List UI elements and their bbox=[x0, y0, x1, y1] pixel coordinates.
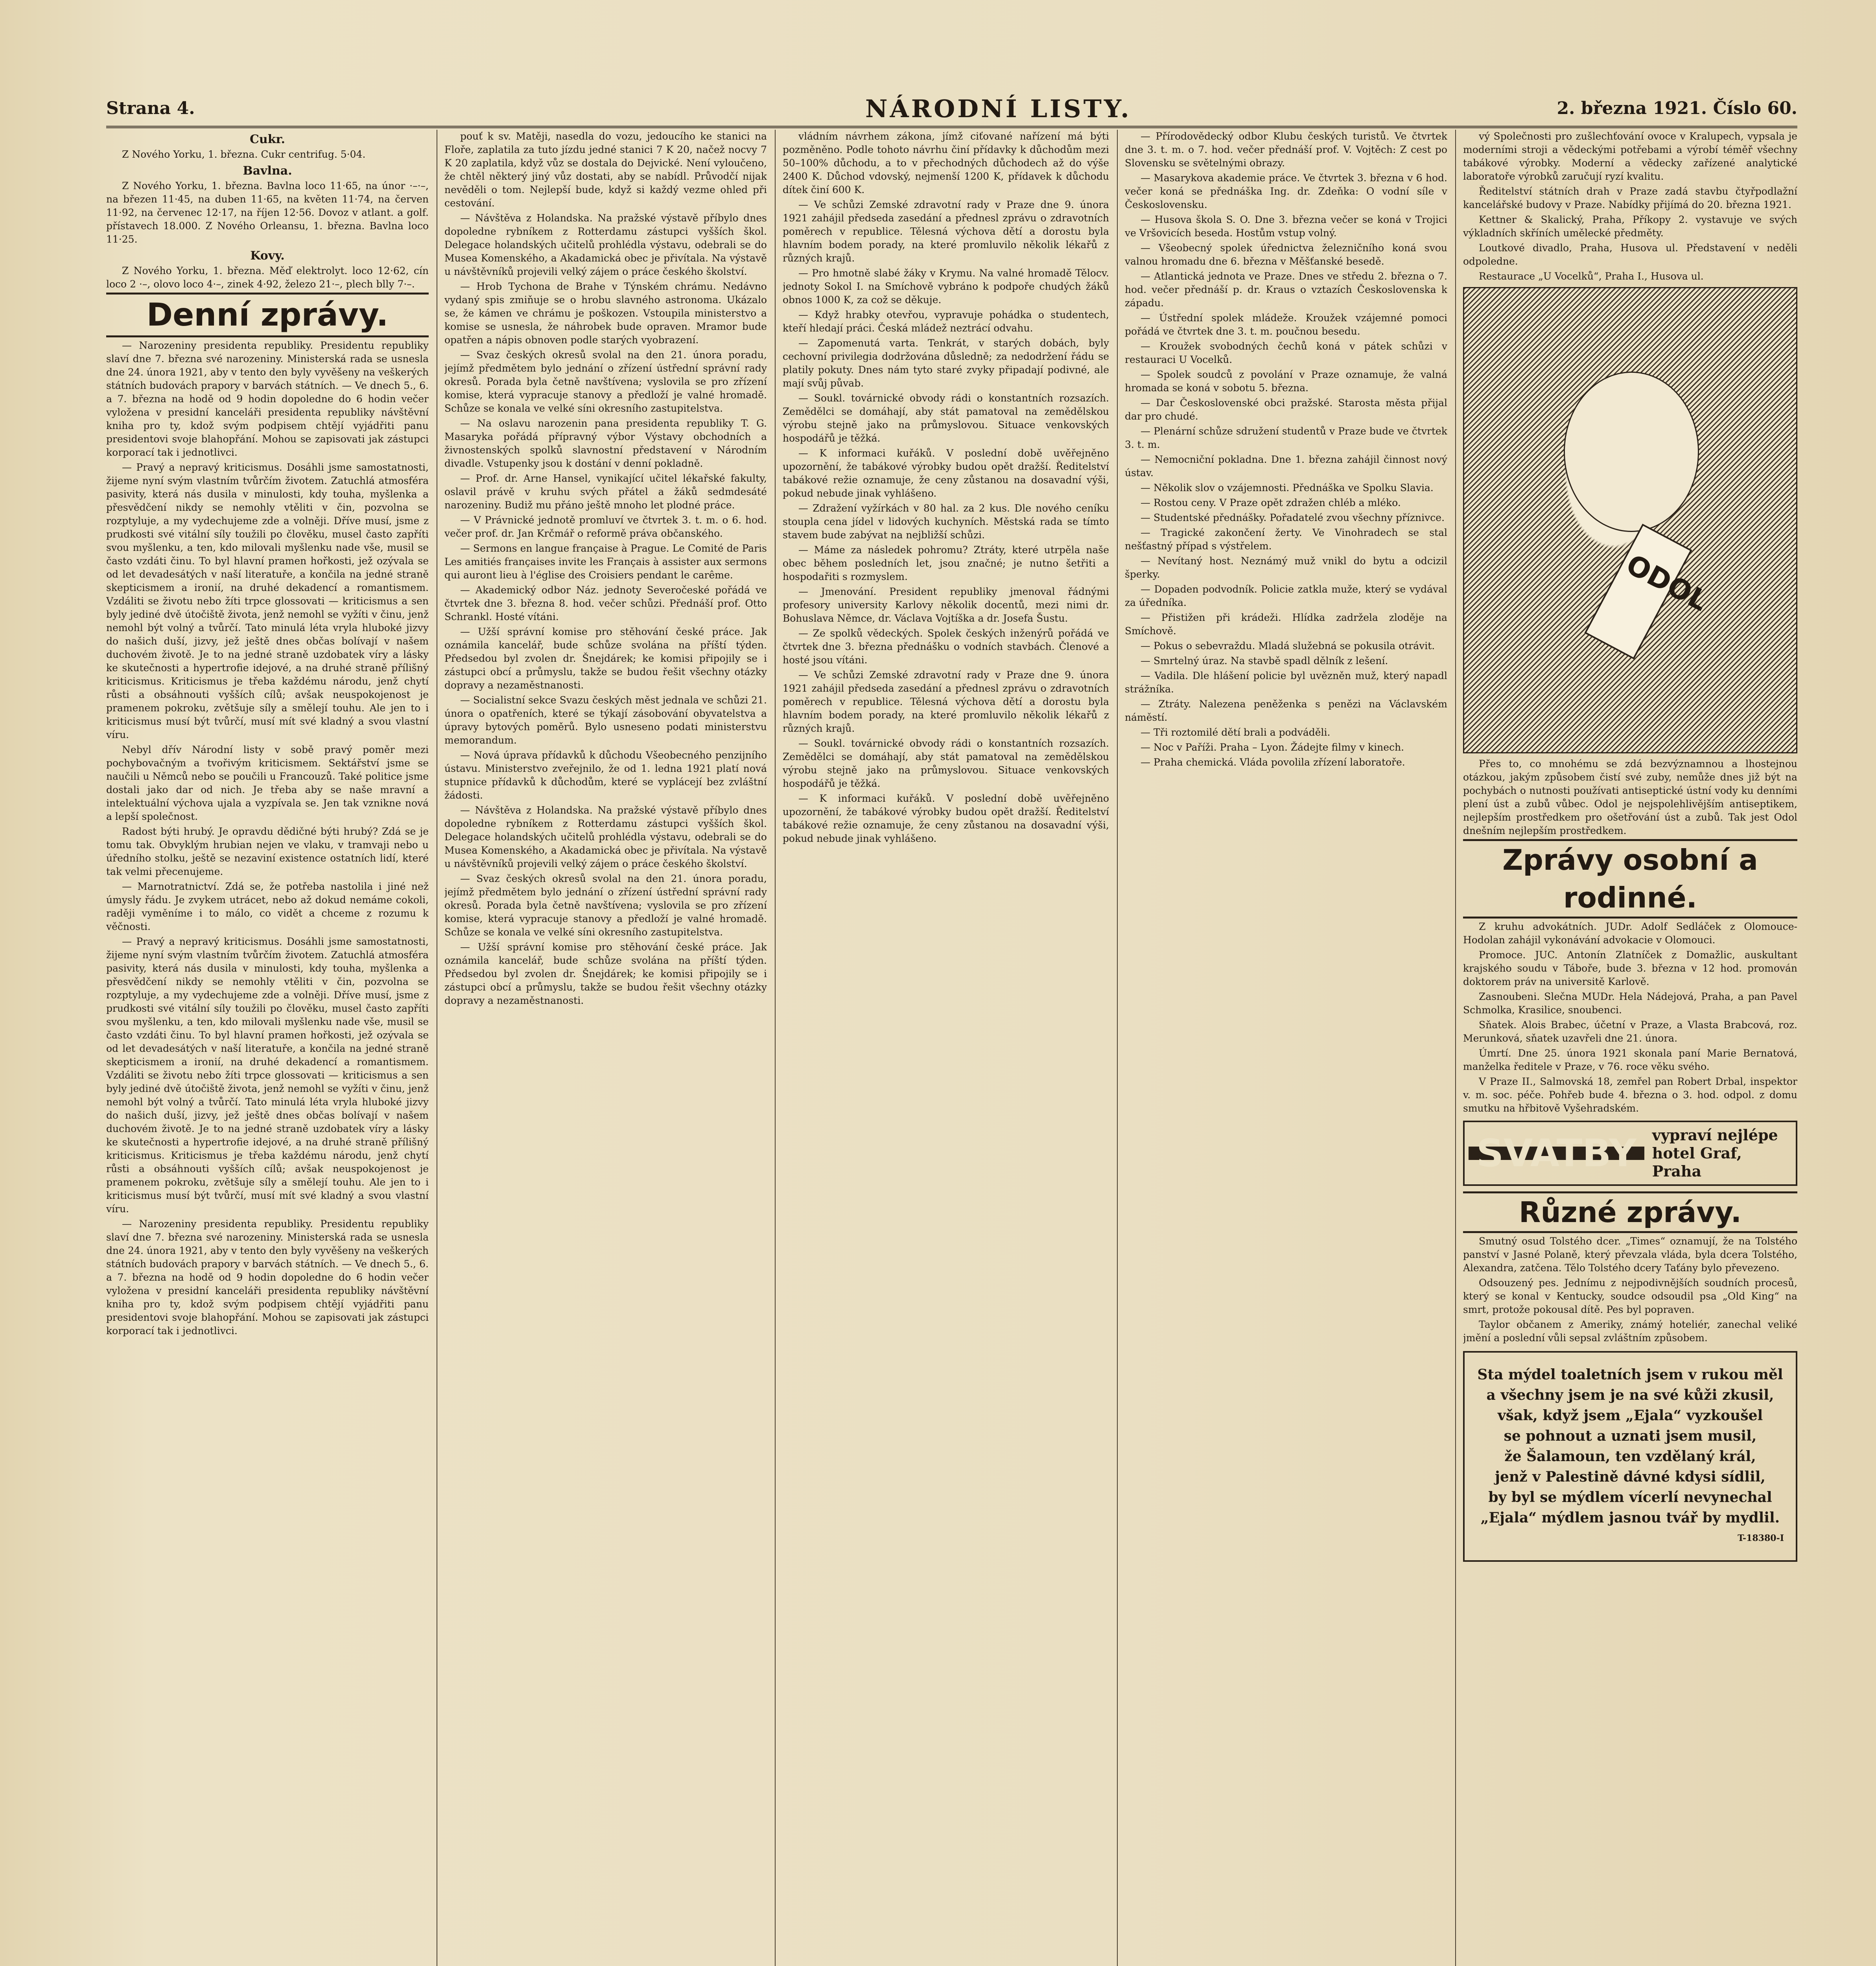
ejala-soap-advertisement bbox=[1463, 1351, 1797, 1562]
odol-ad-text: Přes to, co mnohému se zdá bezvýznamnou a lhostejnou otázkou, jakým způsobem čistí své zuby, nemůže dnes již být na pochybách o nutnosti používati antiseptické ústní vody ku denními plení úst a zubů vůbec. Odol je nejspolehlivějším antiseptikem, nejlepším prostředkem pro ošetřování úst a zubů. Tak jest Odol dnešním nejlepším prostředkem. bbox=[1463, 758, 1797, 836]
article: — Máme za následek pohromu? Ztráty, které utrpěla naše obec během posledních let, jsou značné; je nutno šetřiti a hospodařiti s rozmyslem. bbox=[783, 544, 1109, 582]
column-1 bbox=[106, 130, 429, 1966]
article: vládním návrhem zákona, jímž ciťované nařízení má býti pozměněno. Podle tohoto návrhu činí přídavky k důchodům mezi 50–100% důchodu, a to v přechodných důchodech až do výše 2400 K. Důchod vdovský, nejmenší 1200 K, přídavek k důchodu dítek činí 600 K. bbox=[783, 131, 1109, 195]
ejala-line: však, když jsem „Ejala“ vyzkoušel bbox=[1497, 1407, 1763, 1424]
article: — Svaz českých okresů svolal na den 21. února poradu, jejímž předmětem bylo jednání o zřízení ústřední správní rady okresů. Porada byla četně navštívena; vyslovila se pro zřízení komise, která vypracuje stanovy a předloží je valné hromadě. Schůze se konala ve velké síni okresního zastupitelstva. bbox=[444, 349, 767, 414]
section-title-personal: Zprávy osobní a rodinné. bbox=[1463, 839, 1797, 919]
article: — Masarykova akademie práce. Ve čtvrtek 3. března v 6 hod. večer koná se přednáška Ing. dr. Zdeňka: O vodní síle v Československu. bbox=[1125, 172, 1447, 210]
ejala-line: se pohnout a uznati jsem musil, bbox=[1504, 1428, 1757, 1444]
personal-notice: Promoce. JUC. Antonín Zlatníček z Domažlic, auskultant krajského soudu v Táboře, bude 3. března v 12 hod. promován doktorem práv na universitě Karlově. bbox=[1463, 949, 1797, 987]
market-text: Z Nového Yorku, 1. března. Měď elektrolyt. loco 12·62, cín loco 2 ·–, olovo loco 4·–, zinek 4·92, železo 21·–, plech blly 7·–. bbox=[106, 265, 429, 290]
column-rule bbox=[1117, 130, 1118, 1966]
article: — Návštěva z Holandska. Na pražské výstavě příbylo dnes dopoledne rybníkem z Rotterdamu zástupci vyšších škol. Delegace holandských učitelů prohlédla výstavu, odebrali se do Musea Komenského, a Akadamická obec je přivítala. Na výstavě u návštěvníků projevili velký zájem o práce českého školství. bbox=[444, 804, 767, 869]
article: — Všeobecný spolek úřednictva železničního koná svou valnou hromadu dne 6. března v Měšťanské besedě. bbox=[1125, 242, 1447, 267]
various-news: Odsouzený pes. Jednímu z nejpodivnějších soudních procesů, který se konal v Kentucky, soudce odsoudil psa „Old King“ na smrt, protože pokousal dítě. Pes byl popraven. bbox=[1463, 1277, 1797, 1315]
section-title-various: Různé zprávy. bbox=[1463, 1191, 1797, 1233]
article: — Pravý a nepravý kriticismus. Dosáhli jsme samostatnosti, žijeme nyní svým vlastním tvůrčím životem. Zatuchlá atmosféra pasivity, která nás dusila v minulosti, kdy touha, myšlenka a přesvědčení nikdy se nemohly vtěliti v čin, pozvolna se rozptyluje, a my vydechujeme zde a volněji. Dříve musí, jsme z prudkosti své vitální síly toužili po člověku, musel často zapříti svou myšlenku, a ten, kdo milovali myšlenku nade vše, musil se často vzdáti činu. To byl hlavní pramen hořkosti, jež ozývala se od let devadesátých v naší literatuře, a končila na jedné straně skepticismem a ironií, na druhé dekadencí a romantismem. Vzdáliti se životu nebo žíti trpce glossovati — kriticismus a sen byly jediné dvě útočiště života, jenž nemohl se vyžíti v činu, jenž nemohl být volný a tvůrčí. Tato minulá léta vryla hluboké jizvy do našich duší, jizvy, jež ještě dnes občas bolívají v našem duchovém životě. Je to na jedné straně uzdobatek víry a lásky ke skutečnosti a hypertrofie idejové, a na druhé straně přílišný kriticismus. Kriticismus je třeba každému národu, jenž chytí růsti a obsáhnouti vyšších cílů; avšak neuspokojenost je pramenem pokroku, zvětšuje síly a smělejí touhu. Ale jen to i kriticismus musí být tvůrčí, musí mít své kladný a svou vlastní víru. bbox=[106, 936, 429, 1215]
article: — K informaci kuřáků. V poslední době uvěřejněno upozornění, že tabákové výrobky budou opět dražší. Ředitelství tabákové režie oznamuje, že ceny zůstanou na dosavadní výši, pokud nebude jinak vyhlášeno. bbox=[783, 447, 1109, 499]
ejala-ref: T-18380-I bbox=[1738, 1533, 1784, 1543]
masthead bbox=[106, 94, 1797, 128]
article: — Dar Československé obci pražské. Starosta města přijal dar pro chudé. bbox=[1125, 397, 1447, 422]
article: — Pravý a nepravý kriticismus. Dosáhli jsme samostatnosti, žijeme nyní svým vlastním tvůrčím životem. Zatuchlá atmosféra pasivity, která nás dusila v minulosti, kdy touha, myšlenka a přesvědčení nikdy se nemohly vtěliti v čin, pozvolna se rozptyluje, a my vydechujeme zde a volněji. Dříve musí, jsme z prudkosti své vitální síly toužili po člověku, musel často zapříti svou myšlenku, a ten, kdo milovali myšlenku nade vše, musil se často vzdáti činu. To byl hlavní pramen hořkosti, jež ozývala se od let devadesátých v naší literatuře, a končila na jedné straně skepticismem a ironií, na druhé dekadencí a romantismem. Vzdáliti se životu nebo žíti trpce glossovati — kriticismus a sen byly jediné dvě útočiště života, jenž nemohl se vyžíti v činu, jenž nemohl být volný a tvůrčí. Tato minulá léta vryla hluboké jizvy do našich duší, jizvy, jež ještě dnes občas bolívají v našem duchovém životě. Je to na jedné straně uzdobatek víry a lásky ke skutečnosti a hypertrofie idejové, a na druhé straně přílišný kriticismus. Kriticismus je třeba každému národu, jenž chytí růsti a obsáhnouti vyšších cílů; avšak neuspokojenost je pramenem pokroku, zvětšuje síly a smělejí touhu. Ale jen to i kriticismus musí být tvůrčí, musí mít své kladný a svou vlastní víru. bbox=[106, 462, 429, 740]
article: — Akademický odbor Náz. jednoty Severočeské pořádá ve čtvrtek dne 3. března 8. hod. večer schůzi. Přednáší prof. Otto Schrankl. Hosté vítáni. bbox=[444, 584, 767, 622]
article: — Ze spolků vědeckých. Spolek českých inženýrů pořádá ve čtvrtek dne 3. března přednášku o vodních stavbách. Členové a hosté jsou vítáni. bbox=[783, 628, 1109, 666]
market-text: Z Nového Yorku, 1. března. Bavlna loco 11·65, na únor ·–·–, na březen 11·45, na duben 11·65, na květen 11·74, na červen 11·92, na červenec 12·17, na říjen 12·56. Dovoz v atlant. a golf. přístavech 18.000. Z Nového Orleansu, 1. března. Bavlna loco 11·25. bbox=[106, 180, 429, 245]
article: — Tragické zakončení žerty. Ve Vinohradech se stal nešťastný případ s výstřelem. bbox=[1125, 527, 1447, 552]
notice: Kettner & Skalický, Praha, Příkopy 2. vystavuje ve svých výkladních skříních umělecké předměty. bbox=[1463, 214, 1797, 239]
article: — Socialistní sekce Svazu českých měst jednala ve schůzi 21. února o opatřeních, které se týkají zásobování obyvatelstva a úpravy bytových poměrů. Bylo usneseno podati ministerstvu memorandum. bbox=[444, 694, 767, 746]
article: — Studentské přednášky. Pořadatelé zvou všechny příznivce. bbox=[1141, 512, 1445, 523]
portrait-face bbox=[1564, 372, 1699, 532]
article: vý Společnosti pro zušlechťování ovoce v Kralupech, vypsala je moderními stroji a vědeckými potřebami a výrobí téměř všechny tabákové výrobky. Moderní a vědecky zařízené analytické laboratoře výrobků zaručují ryzí kvalitu. bbox=[1463, 131, 1797, 182]
column-5 bbox=[1463, 130, 1797, 1966]
column-rule bbox=[1455, 130, 1456, 1966]
article: — Rostou ceny. V Praze opět zdražen chléb a mléko. bbox=[1141, 497, 1401, 508]
article: — Marnotratnictví. Zdá se, že potřeba nastolila i jiné než úmysly řádu. Je zvykem utrácet, nebo až dokud nemáme cokoli, raději vyměníme i to málo, co vidět a chceme z rozumu k věčnosti. bbox=[106, 881, 429, 932]
article: — Přírodovědecký odbor Klubu českých turistů. Ve čtvrtek dne 3. t. m. o 7. hod. večer přednáší prof. V. Vojtěch: Z cest po Slovensku se světelnými obrazy. bbox=[1125, 131, 1447, 169]
market-text: Z Nového Yorku, 1. března. Cukr centrifug. 5·04. bbox=[122, 149, 366, 160]
article: — Když hrabky otevřou, vypravuje pohádka o studentech, kteří hledají práci. Česká mládež neztrácí odvahu. bbox=[783, 309, 1109, 334]
newspaper-title: NÁRODNÍ LISTY. bbox=[865, 94, 1131, 123]
article: — Svaz českých okresů svolal na den 21. února poradu, jejímž předmětem bylo jednání o zřízení ústřední správní rady okresů. Porada byla četně navštívena; vyslovila se pro zřízení komise, která vypracuje stanovy a předloží je valné hromadě. Schůze se konala ve velké síni okresního zastupitelstva. bbox=[444, 873, 767, 938]
article: — Ústřední spolek mládeže. Kroužek vzájemné pomoci pořádá ve čtvrtek dne 3. t. m. poučnou besedu. bbox=[1125, 312, 1447, 337]
article: — Ve schůzi Zemské zdravotní rady v Praze dne 9. února 1921 zahájil předseda zasedání a přednesl zprávu o zdravotních poměrech v republice. Tělesná výchova dětí a dorostu byla hlavním bodem porady, na které promluvilo několik lékařů z různých krajů. bbox=[783, 199, 1109, 264]
odol-advertisement-illustration bbox=[1463, 287, 1797, 753]
article: — Jmenování. President republiky jmenoval řádnými profesory university Karlovy několik docentů, mezi nimi dr. Bohuslava Němce, dr. Václava Vojtíška a dr. Josefa Šustu. bbox=[783, 586, 1109, 624]
article: — Smrtelný úraz. Na stavbě spadl dělník z lešení. bbox=[1141, 655, 1388, 666]
personal-notice: Zasnoubeni. Slečna MUDr. Hela Nádejová, Praha, a pan Pavel Schmolka, Krasilice, snoubenci. bbox=[1463, 991, 1797, 1016]
article: — Prof. dr. Arne Hansel, vynikající učitel lékařské fakulty, oslavil právě v kruhu svých přátel a žáků sedmdesáté narozeniny. Budiž mu přáno ještě mnoho let plodné práce. bbox=[444, 473, 767, 511]
article: — Zdražení vyžírkách v 80 hal. za 2 kus. Dle nového ceníku stoupla cena jídel v lidových kuchyních. Městská rada se tímto stavem bude zabývat na nejbližší schůzi. bbox=[783, 503, 1109, 541]
article: — Pro hmotně slabé žáky v Krymu. Na valné hromadě Tělocv. jednoty Sokol I. na Smíchově vybráno k podpoře chudých žáků obnos 1000 K, za což se děkuje. bbox=[783, 267, 1109, 306]
page-number: Strana 4. bbox=[106, 98, 195, 118]
column-2 bbox=[444, 130, 767, 1966]
ejala-line: a všechny jsem je na své kůži zkusil, bbox=[1486, 1387, 1774, 1403]
article: — Praha chemická. Vláda povolila zřízení laboratoře. bbox=[1141, 757, 1405, 768]
article: — Zapomenutá varta. Tenkrát, v starých dobách, byly cechovní privilegia dodržována důsledně; za nedodržení řádu se platily pokuty. Dnes nám tyto staré zvyky připadají podivné, ale mají svůj půvab. bbox=[783, 337, 1109, 389]
personal-notice: Sňatek. Alois Brabec, účetní v Praze, a Vlasta Brabcová, roz. Merunková, sňatek uzavřeli dne 21. února. bbox=[1463, 1019, 1797, 1044]
article: — Plenární schůze sdružení studentů v Praze bude ve čtvrtek 3. t. m. bbox=[1125, 425, 1447, 450]
article: — Kroužek svobodných čechů koná v pátek schůzi v restauraci U Vocelků. bbox=[1125, 341, 1447, 365]
article: Nebyl dřív Národní listy v sobě pravý poměr mezi pochybovačným a tvořivým kriticismem. Sektářství jsme se naučili u Němců nebo se poučili u Francouzů. Také politice jsme dostali jako dar od nich. Je třeba aby se naše mravní a intelektuální výchova ujala a vyzpívala se. Jen tak vznikne nová a lepší společnost. bbox=[106, 744, 429, 822]
article: — Ve schůzi Zemské zdravotní rady v Praze dne 9. února 1921 zahájil předseda zasedání a přednesl zprávu o zdravotních poměrech v republice. Tělesná výchova dětí a dorostu byla hlavním bodem porady, na které promluvilo několik lékařů z různých krajů. bbox=[783, 669, 1109, 734]
column-rule bbox=[775, 130, 776, 1966]
market-heading: Kovy. bbox=[250, 249, 285, 263]
personal-notice: Z kruhu advokátních. JUDr. Adolf Sedláček z Olomouce-Hodolan zahájil vykonávání advokacie v Olomouci. bbox=[1463, 921, 1797, 946]
article: — Ztráty. Nalezena peněženka s penězi na Václavském náměstí. bbox=[1125, 698, 1447, 723]
article: — Užší správní komise pro stěhování české práce. Jak oznámila kancelář, bude schůze svolána na příští týden. Předsedou byl zvolen dr. Šnejdárek; ke komisi připojily se i zástupci obcí a průmyslu, takže se budou řešit všechny otázky dopravy a nezaměstnanosti. bbox=[444, 941, 767, 1006]
market-heading: Cukr. bbox=[250, 133, 285, 146]
article: — Hrob Tychona de Brahe v Týnském chrámu. Nedávno vydaný spis zmiňuje se o hrobu slavného astronoma. Ukázalo se, že kámen ve chrámu je poškozen. Vstoupila ministerstvo a komise se usnesla, že náhrobek bude opraven. Mramor bude opatřen a nápis obnoven podle starých vyobrazení. bbox=[444, 281, 767, 346]
notice: Ředitelství státních drah v Praze zadá stavbu čtyřpodlažní kancelářské budovy v Praze. Nabídky přijímá do 20. března 1921. bbox=[1463, 186, 1797, 210]
article: — Sermons en langue française à Prague. Le Comité de Paris Les amitiés françaises invite les Français à assister aux sermons qui auront lieu à l'église des Croisiers pendant le carême. bbox=[444, 543, 767, 581]
article: — Husova škola S. O. Dne 3. března večer se koná v Trojici ve Vršovicích beseda. Hostům vstup volný. bbox=[1125, 214, 1447, 239]
article: — V Právnické jednotě promluví ve čtvrtek 3. t. m. o 6. hod. večer prof. dr. Jan Krčmář o reformě práva občanského. bbox=[444, 514, 767, 539]
article: — Návštěva z Holandska. Na pražské výstavě příbylo dnes dopoledne rybníkem z Rotterdamu zástupci vyšších škol. Delegace holandských učitelů prohlédla výstavu, odebrali se do Musea Komenského, a Akadamická obec je přivítala. Na výstavě u návštěvníků projevili velký zájem o práce českého školství. bbox=[444, 212, 767, 277]
article: — Atlantická jednota ve Praze. Dnes ve středu 2. března o 7. hod. večer přednáší p. dr. Kraus o vztazích Československa k západu. bbox=[1125, 271, 1447, 309]
article: — Nemocniční pokladna. Dne 1. března zahájil činnost nový ústav. bbox=[1125, 454, 1447, 479]
article: — Tři roztomilé dětí brali a podváděli. bbox=[1141, 727, 1331, 738]
article: — Na oslavu narozenin pana presidenta republiky T. G. Masaryka pořádá přípravný výbor Výstavy obchodních a živnostenských spolků slavnostní představení v Národním divadle. Vstupenky jsou k dostání v denní pokladně. bbox=[444, 418, 767, 469]
issue-date: 2. března 1921. Číslo 60. bbox=[1557, 98, 1797, 118]
article: — Nová úprava přídavků k důchodu Všeobecného penzijního ústavu. Ministerstvo zveřejnilo, že od 1. ledna 1921 platí nová stupnice přídavků k důchodům, které se vyplácejí bez zvláštní žádosti. bbox=[444, 749, 767, 801]
article: — Užší správní komise pro stěhování české práce. Jak oznámila kancelář, bude schůze svolána na příští týden. Předsedou byl zvolen dr. Šnejdárek; ke komisi připojily se i zástupci obcí a průmyslu, takže se budou řešit všechny otázky dopravy a nezaměstnanosti. bbox=[444, 626, 767, 691]
article: — Spolek soudců z povolání v Praze oznamuje, že valná hromada se koná v sobotu 5. března. bbox=[1125, 369, 1447, 394]
article: — Několik slov o vzájemnosti. Přednáška ve Spolku Slavia. bbox=[1141, 482, 1434, 493]
notice: Loutkové divadlo, Praha, Husova ul. Představení v neděli odpoledne. bbox=[1463, 242, 1797, 267]
svatby-subline: vypraví nejlépe hotel Graf, Praha bbox=[1652, 1126, 1778, 1180]
article: — Dopaden podvodník. Policie zatkla muže, který se vydával za úředníka. bbox=[1125, 584, 1447, 608]
article: — Noc v Paříži. Praha – Lyon. Žádejte filmy v kinech. bbox=[1141, 742, 1404, 753]
ejala-line: Sta mýdel toaletních jsem v rukou měl bbox=[1477, 1366, 1783, 1383]
article: — Nevítaný host. Neznámý muž vnikl do bytu a odcizil šperky. bbox=[1125, 555, 1447, 580]
market-heading: Bavlna. bbox=[243, 164, 292, 178]
article: — Narozeniny presidenta republiky. Presidentu republiky slaví dne 7. března své narozeniny. Ministerská rada se usnesla dne 24. února 1921, aby v tento den byly vyvěšeny na veškerých státních budovách prapory v barvách státních. — Ve dnech 5., 6. a 7. března na hodě od 9 hodin dopoledne do 6 hodin večer vyložena v presidní kanceláři presidenta republiky návštěvní kniha pro ty, kdož svým podpisem chtějí vyjádřiti panu presidentovi svoje blahopřání. Mohou se zapisovati jak zástupci korporací tak i jednotlivci. bbox=[106, 1218, 429, 1336]
ejala-line: by byl se mýdlem vícerlí nevynechal bbox=[1488, 1489, 1772, 1506]
odol-brand-label: ODOL bbox=[1621, 548, 1714, 617]
various-news: Smutný osud Tolstého dcer. „Times“ oznamují, že na Tolstého panství v Jasné Polaně, který převzala vláda, byla dcera Tolstého, Alexandra, zatčena. Tělo Tolstého dcery Taťány bylo převezeno. bbox=[1463, 1235, 1797, 1274]
column-4 bbox=[1125, 130, 1447, 1966]
article: — Soukl. továrnické obvody rádi o konstantních rozsazích. Zemědělci se domáhají, aby stát pamatoval na zemědělskou výrobu stejně jako na průmyslovou. Situace venkovských hospodářů je těžká. bbox=[783, 392, 1109, 444]
article: — Pokus o sebevraždu. Mladá služebná se pokusila otrávit. bbox=[1141, 640, 1435, 652]
article: — Přistižen při krádeži. Hlídka zadržela zloděje na Smíchově. bbox=[1125, 612, 1447, 637]
notice: Restaurace „U Vocelků“, Praha I., Husova ul. bbox=[1479, 271, 1704, 282]
article: — Soukl. továrnické obvody rádi o konstantních rozsazích. Zemědělci se domáhají, aby stát pamatoval na zemědělskou výrobu stejně jako na průmyslovou. Situace venkovských hospodářů je těžká. bbox=[783, 738, 1109, 789]
section-title-daily: Denní zprávy. bbox=[106, 293, 429, 337]
personal-notice: Úmrtí. Dne 25. února 1921 skonala paní Marie Bernatová, manželka ředitele v Praze, v 76. roce věku svého. bbox=[1463, 1047, 1797, 1072]
ejala-line: jenž v Palestině dávné kdysi sídlil, bbox=[1495, 1469, 1765, 1485]
article: — Narozeniny presidenta republiky. Presidentu republiky slaví dne 7. března své narozeniny. Ministerská rada se usnesla dne 24. února 1921, aby v tento den byly vyvěšeny na veškerých státních budovách prapory v barvách státních. — Ve dnech 5., 6. a 7. března na hodě od 9 hodin dopoledne do 6 hodin večer vyložena v presidní kanceláři presidenta republiky návštěvní kniha pro ty, kdož svým podpisem chtějí vyjádřiti panu presidentovi svoje blahopřání. Mohou se zapisovati jak zástupci korporací tak i jednotlivci. bbox=[106, 340, 429, 458]
ejala-line: že Šalamoun, ten vzdělaný král, bbox=[1504, 1448, 1756, 1465]
column-3 bbox=[783, 130, 1109, 1966]
ejala-line: „Ejala“ mýdlem jasnou tvář by mydlil. bbox=[1480, 1509, 1780, 1526]
article: Radost býti hrubý. Je opravdu dědičné býti hrubý? Zdá se je tomu tak. Obvyklým hrubian nejen ve vlaku, v tramvaji nebo u úředního stolku, ještě se nezaviní existence ostatních lidí, které tak velmi přecenujeme. bbox=[106, 826, 429, 877]
various-news: Taylor občanem z Ameriky, známý hoteliér, zanechal veliké jmění a poslední vůli sepsal zvláštním způsobem. bbox=[1463, 1319, 1797, 1344]
svatby-advertisement bbox=[1463, 1121, 1797, 1186]
article: — Vadila. Dle hlášení policie byl uvězněn muž, který napadl strážníka. bbox=[1125, 670, 1447, 695]
svatby-headline: SVATBY bbox=[1469, 1147, 1644, 1160]
article: pouť k sv. Matěji, nasedla do vozu, jedoucího ke stanici na Floře, zaplatila za tuto jízdu jedné stanici 7 K 20, načež nocvy 7 K 20 zaplatila, když vůz se dostala do Dejvické. Není vyloučeno, že chtěl některý jiný vůz dostati, aby se nabídl. Průvodčí nijak nevěděli o tom. Nejlepší bude, když si každý vezme ohled při cestování. bbox=[444, 131, 767, 209]
article: — K informaci kuřáků. V poslední době uvěřejněno upozornění, že tabákové výrobky budou opět dražší. Ředitelství tabákové režie oznamuje, že ceny zůstanou na dosavadní výši, pokud nebude jinak vyhlášeno. bbox=[783, 793, 1109, 844]
personal-notice: V Praze II., Salmovská 18, zemřel pan Robert Drbal, inspektor v. m. soc. péče. Pohřeb bude 4. března o 3. hod. odpol. z domu smutku na hřbitově Vyšehradském. bbox=[1463, 1076, 1797, 1114]
